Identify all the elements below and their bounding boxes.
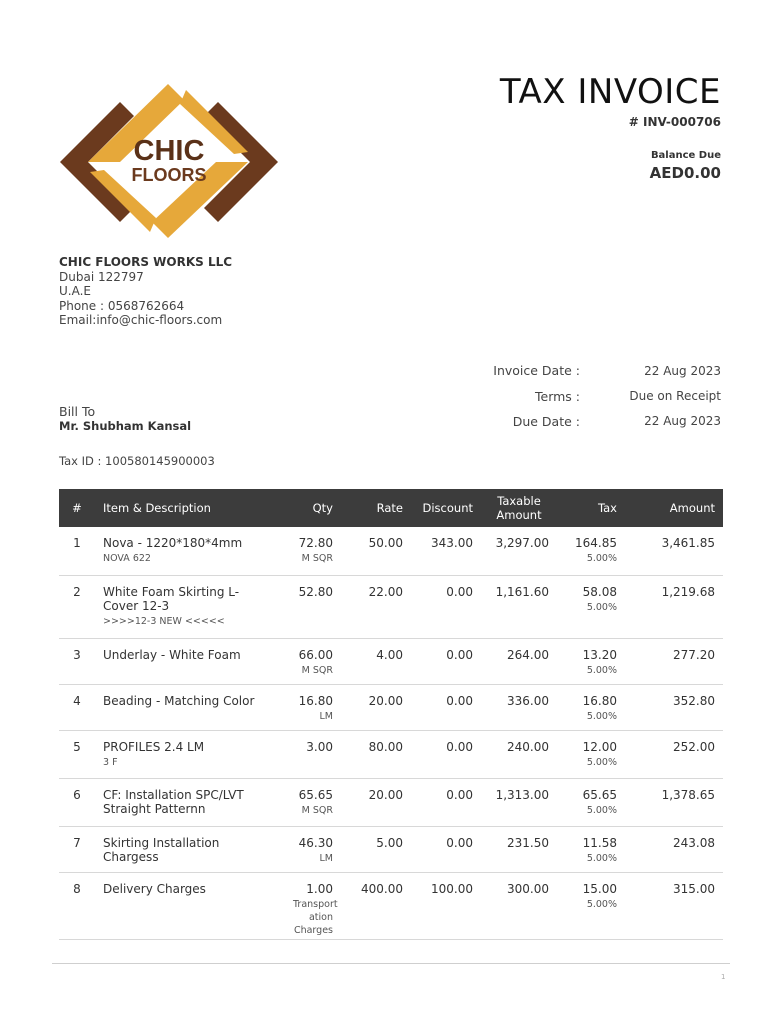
cell-amount-value: 277.20 [673,647,715,662]
cell-taxable [481,778,557,826]
company-address-block [59,255,232,328]
cell-amount [625,826,723,872]
footer-divider [52,963,730,964]
cell-item [95,684,267,730]
cell-discount-value: 0.00 [446,787,473,802]
cell-discount [411,872,481,939]
cell-amount [625,872,723,939]
cell-qty [267,730,341,778]
cell-taxable [481,684,557,730]
cell-amount [625,730,723,778]
col-header-discount: Discount [422,501,473,515]
cell-taxable-value: 240.00 [507,739,549,754]
cell-rate [341,730,411,778]
cell-taxable [481,575,557,638]
cell-rate-value: 400.00 [361,881,403,896]
cell-tax-value: 65.65 [582,787,617,802]
cell-qty [267,872,341,939]
cell-amount [625,638,723,684]
page-number: 1 [721,973,726,981]
invoice-number: # INV-000706 [628,115,721,129]
cell-number [59,872,95,939]
company-logo [58,84,280,239]
cell-discount-value: 0.00 [446,693,473,708]
col-header-amount: Amount [669,501,715,515]
cell-taxable [481,730,557,778]
cell-tax [557,575,625,638]
cell-tax-sub: 5.00% [586,553,617,564]
invoice-date-value: 22 Aug 2023 [644,364,721,378]
cell-qty-sub: LM [319,852,333,864]
cell-rate [341,575,411,638]
cell-item [95,527,267,575]
cell-tax-value: 12.00 [582,739,617,754]
cell-rate-value: 4.00 [376,647,403,662]
cell-number [59,684,95,730]
cell-amount [625,684,723,730]
cell-qty-sub: M SQR [301,804,333,816]
cell-tax-sub: 5.00% [586,601,617,613]
table-header-row [59,489,723,527]
cell-number [59,778,95,826]
cell-discount [411,575,481,638]
company-email: Email:info@chic-floors.com [59,313,223,328]
cell-item [95,575,267,638]
tax-id: Tax ID : 100580145900003 [59,454,215,468]
cell-qty-value: 16.80 [298,693,333,708]
cell-number-value: 8 [73,881,81,896]
cell-tax-value: 16.80 [582,693,617,708]
bill-to-name: Mr. Shubham Kansal [59,419,192,433]
table-row [59,575,723,638]
cell-taxable [481,872,557,939]
cell-number [59,730,95,778]
bill-to-label: Bill To [59,404,96,419]
cell-item [95,778,267,826]
cell-qty-value: 72.80 [298,536,333,550]
cell-number-value: 2 [73,584,81,599]
cell-rate [341,778,411,826]
cell-rate-value: 20.00 [368,693,403,708]
cell-tax [557,730,625,778]
cell-discount [411,527,481,575]
cell-amount-value: 252.00 [673,739,715,754]
logo-text-chic: CHIC [133,135,205,167]
cell-item-sub: >>>>12-3 NEW <<<<< [103,615,225,627]
cell-taxable [481,527,557,575]
cell-rate-value: 20.00 [368,787,403,802]
cell-item-value: Underlay - White Foam [103,647,241,662]
cell-taxable-value: 336.00 [507,693,549,708]
table-row [59,638,723,684]
cell-number-value: 1 [73,536,81,550]
cell-taxable [481,826,557,872]
cell-amount-value: 352.80 [673,693,715,708]
cell-discount [411,730,481,778]
col-header-item: Item & Description [103,501,211,515]
cell-tax-sub: 5.00% [586,804,617,816]
invoice-items-table [59,489,723,940]
cell-tax-sub: 5.00% [586,898,617,910]
cell-taxable-value: 3,297.00 [495,536,549,550]
cell-qty [267,778,341,826]
cell-amount-value: 3,461.85 [661,536,715,550]
cell-discount-value: 100.00 [431,881,473,896]
cell-rate [341,527,411,575]
cell-rate [341,638,411,684]
cell-number-value: 7 [73,835,81,850]
cell-rate [341,684,411,730]
cell-rate [341,826,411,872]
cell-tax [557,778,625,826]
cell-amount-value: 1,219.68 [661,584,715,599]
cell-discount [411,778,481,826]
cell-qty-value: 46.30 [298,835,333,850]
cell-item [95,872,267,939]
cell-qty-value: 3.00 [306,739,333,754]
table-row [59,778,723,826]
cell-discount [411,826,481,872]
document-title: TAX INVOICE [499,72,721,112]
table-row [59,826,723,872]
cell-qty-value: 66.00 [298,647,333,662]
cell-tax-sub: 5.00% [586,710,617,722]
terms-label: Terms : [535,389,580,404]
cell-number [59,575,95,638]
balance-due-value: AED0.00 [649,164,721,182]
cell-item-sub: NOVA 622 [103,553,151,564]
cell-qty [267,575,341,638]
terms-value: Due on Receipt [629,389,721,403]
cell-number-value: 5 [73,739,81,754]
cell-number [59,527,95,575]
col-header-rate: Rate [376,501,403,515]
cell-discount-value: 0.00 [446,584,473,599]
cell-qty [267,527,341,575]
cell-qty-sub: LM [319,710,333,722]
cell-qty [267,684,341,730]
cell-number-value: 3 [73,647,81,662]
cell-qty [267,638,341,684]
cell-number-value: 4 [73,693,81,708]
company-city: Dubai 122797 [59,269,144,284]
cell-number [59,826,95,872]
balance-due-label: Balance Due [650,150,721,161]
company-country: U.A.E [59,284,91,299]
cell-qty-sub: M SQR [301,664,333,676]
col-header-taxable: Taxable Amount [496,494,542,522]
cell-item-value: Beading - Matching Color [103,693,255,708]
cell-qty-value: 65.65 [298,787,333,802]
due-date-value: 22 Aug 2023 [644,414,721,428]
cell-tax [557,527,625,575]
cell-taxable [481,638,557,684]
cell-qty [267,826,341,872]
cell-rate-value: 50.00 [368,536,403,550]
table-row [59,872,723,939]
cell-discount [411,684,481,730]
cell-tax-sub: 5.00% [586,852,617,864]
cell-item [95,730,267,778]
cell-tax [557,638,625,684]
col-header-tax: Tax [598,501,617,515]
cell-item-value: White Foam Skirting L-Cover 12-3 [103,584,240,613]
cell-item-value: PROFILES 2.4 LM [103,739,205,754]
cell-discount [411,638,481,684]
cell-discount-value: 0.00 [446,647,473,662]
cell-taxable-value: 231.50 [507,835,549,850]
cell-number-value: 6 [73,787,81,802]
company-name: CHIC FLOORS WORKS LLC [59,255,233,269]
cell-amount [625,527,723,575]
cell-qty-value: 1.00 [306,881,333,896]
company-phone: Phone : 0568762664 [59,298,185,313]
table-row [59,527,723,575]
cell-tax [557,826,625,872]
table-row [59,730,723,778]
cell-number [59,638,95,684]
cell-tax-value: 15.00 [582,881,617,896]
cell-item-value: Nova - 1220*180*4mm [103,536,243,550]
cell-tax-value: 164.85 [575,536,617,550]
cell-qty-value: 52.80 [298,584,333,599]
cell-rate [341,872,411,939]
cell-item-value: Delivery Charges [103,881,206,896]
col-header-number: # [72,501,82,515]
due-date-label: Due Date : [512,414,580,429]
cell-amount-value: 315.00 [673,881,715,896]
cell-discount-value: 0.00 [446,835,473,850]
cell-amount [625,575,723,638]
cell-tax-value: 11.58 [582,835,617,850]
cell-amount-value: 1,378.65 [661,787,715,802]
cell-taxable-value: 1,313.00 [495,787,549,802]
cell-taxable-value: 264.00 [507,647,549,662]
cell-rate-value: 5.00 [376,835,403,850]
cell-tax-value: 13.20 [582,647,617,662]
cell-amount [625,778,723,826]
cell-discount-value: 0.00 [446,739,473,754]
cell-item-value: Skirting Installation Chargess [103,835,220,864]
cell-discount-value: 343.00 [431,536,473,550]
cell-tax [557,684,625,730]
cell-taxable-value: 300.00 [507,881,549,896]
cell-tax-value: 58.08 [582,584,617,599]
cell-tax-sub: 5.00% [586,756,617,768]
cell-item [95,638,267,684]
cell-item-value: CF: Installation SPC/LVT Straight Patternn [103,787,244,816]
cell-tax-sub: 5.00% [586,664,617,676]
cell-tax [557,872,625,939]
cell-qty-sub: Transport ation Charges [293,898,338,936]
cell-rate-value: 22.00 [368,584,403,599]
cell-amount-value: 243.08 [673,835,715,850]
cell-item-sub: 3 F [103,756,118,768]
table-row [59,684,723,730]
invoice-date-label: Invoice Date : [493,363,580,378]
cell-qty-sub: M SQR [301,553,333,564]
cell-item [95,826,267,872]
col-header-qty: Qty [312,501,333,515]
logo-text-floors: FLOORS [131,165,207,185]
cell-rate-value: 80.00 [368,739,403,754]
cell-taxable-value: 1,161.60 [495,584,549,599]
